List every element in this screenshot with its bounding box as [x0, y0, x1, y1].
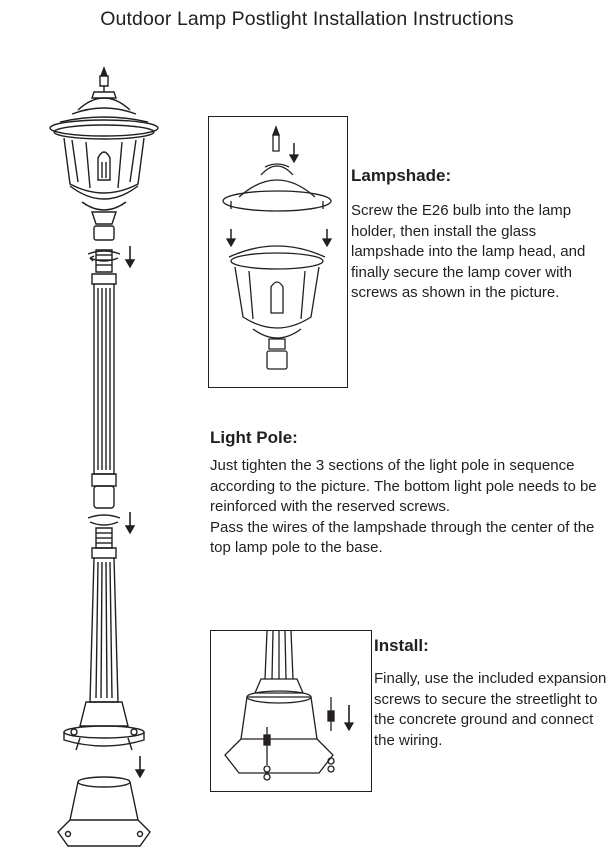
page-title: Outdoor Lamp Postlight Installation Instructions — [100, 8, 514, 30]
lampshade-text: Screw the E26 bulb into the lamp holder, then install the glass lampshade into the lamp head, and finally secure the lamp cover with screws as shown in the picture. — [351, 202, 586, 301]
light-pole-text — [210, 456, 614, 559]
base-installation-illustration — [211, 631, 371, 791]
light-pole-text-2: Pass the wires of the lampshade through the center of the top lamp pole to the base. — [210, 518, 595, 556]
install-text: Finally, use the included expansion screws to secure the streetlight to the concrete ground and connect the wiring. — [374, 670, 607, 749]
lampshade-figure-box — [208, 116, 348, 388]
light-pole-heading: Light Pole: — [210, 428, 298, 447]
lampshade-heading: Lampshade: — [351, 166, 452, 185]
lamp-post-illustration — [40, 62, 170, 852]
light-pole-text-1: Just tighten the 3 sections of the light pole in sequence according to the picture. The bottom light pole needs to be reinforced with the reserved screws. — [210, 457, 597, 515]
lampshade-assembly-illustration — [209, 117, 347, 387]
install-heading: Install: — [374, 636, 429, 655]
install-figure-box — [210, 630, 372, 792]
